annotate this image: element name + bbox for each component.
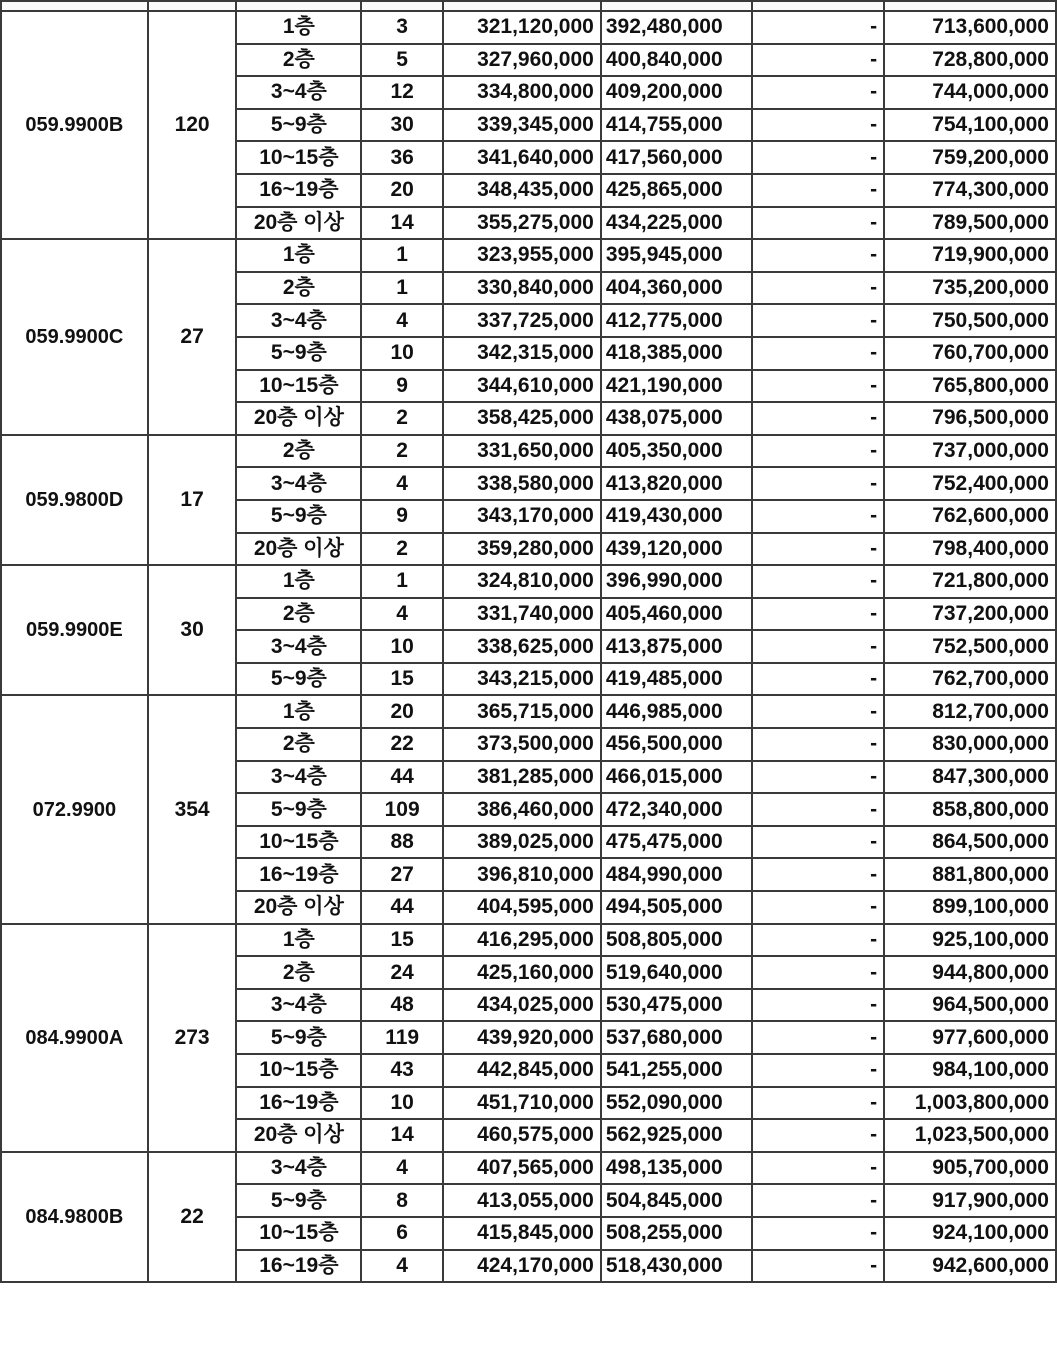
- table-row: [1, 1152, 1056, 1185]
- count-cell: 3: [361, 11, 443, 44]
- total-price-cell: 762,600,000: [884, 500, 1056, 533]
- table-row: [1, 11, 1056, 44]
- building-price-cell: 404,360,000: [601, 272, 752, 305]
- unit-total-cell: 354: [148, 695, 237, 923]
- floor-cell: 5~9층: [236, 793, 361, 826]
- vat-cell: -: [752, 76, 884, 109]
- total-price-cell: 774,300,000: [884, 174, 1056, 207]
- floor-cell: 5~9층: [236, 337, 361, 370]
- unit-type-cell: 059.9900E: [1, 565, 148, 695]
- building-price-cell: 409,200,000: [601, 76, 752, 109]
- vat-cell: -: [752, 793, 884, 826]
- table-row: [1, 435, 1056, 468]
- vat-cell: -: [752, 533, 884, 566]
- header-cell: [752, 1, 884, 11]
- land-price-cell: 334,800,000: [443, 76, 601, 109]
- total-price-cell: 750,500,000: [884, 304, 1056, 337]
- count-cell: 2: [361, 402, 443, 435]
- floor-cell: 1층: [236, 695, 361, 728]
- land-price-cell: 439,920,000: [443, 1021, 601, 1054]
- total-price-cell: 789,500,000: [884, 207, 1056, 240]
- floor-cell: 3~4층: [236, 630, 361, 663]
- total-price-cell: 864,500,000: [884, 826, 1056, 859]
- count-cell: 14: [361, 1119, 443, 1152]
- land-price-cell: 396,810,000: [443, 858, 601, 891]
- land-price-cell: 404,595,000: [443, 891, 601, 924]
- floor-cell: 3~4층: [236, 1152, 361, 1185]
- land-price-cell: 324,810,000: [443, 565, 601, 598]
- total-price-cell: 737,200,000: [884, 598, 1056, 631]
- vat-cell: -: [752, 109, 884, 142]
- building-price-cell: 498,135,000: [601, 1152, 752, 1185]
- header-cell: [236, 1, 361, 11]
- unit-type-cell: 059.9900C: [1, 239, 148, 435]
- unit-total-cell: 27: [148, 239, 237, 435]
- vat-cell: -: [752, 304, 884, 337]
- count-cell: 14: [361, 207, 443, 240]
- total-price-cell: 765,800,000: [884, 370, 1056, 403]
- count-cell: 4: [361, 1152, 443, 1185]
- count-cell: 27: [361, 858, 443, 891]
- land-price-cell: 416,295,000: [443, 924, 601, 957]
- unit-type-cell: 059.9800D: [1, 435, 148, 565]
- count-cell: 48: [361, 989, 443, 1022]
- building-price-cell: 395,945,000: [601, 239, 752, 272]
- count-cell: 10: [361, 337, 443, 370]
- vat-cell: -: [752, 467, 884, 500]
- count-cell: 44: [361, 761, 443, 794]
- count-cell: 2: [361, 533, 443, 566]
- land-price-cell: 330,840,000: [443, 272, 601, 305]
- building-price-cell: 552,090,000: [601, 1087, 752, 1120]
- vat-cell: -: [752, 826, 884, 859]
- table-row: [1, 924, 1056, 957]
- building-price-cell: 419,430,000: [601, 500, 752, 533]
- total-price-cell: 796,500,000: [884, 402, 1056, 435]
- land-price-cell: 358,425,000: [443, 402, 601, 435]
- floor-cell: 16~19층: [236, 1250, 361, 1283]
- building-price-cell: 434,225,000: [601, 207, 752, 240]
- floor-cell: 20층 이상: [236, 207, 361, 240]
- vat-cell: -: [752, 11, 884, 44]
- count-cell: 30: [361, 109, 443, 142]
- vat-cell: -: [752, 174, 884, 207]
- floor-cell: 10~15층: [236, 141, 361, 174]
- land-price-cell: 331,650,000: [443, 435, 601, 468]
- header-cell: [148, 1, 237, 11]
- table-row: [1, 695, 1056, 728]
- land-price-cell: 338,580,000: [443, 467, 601, 500]
- building-price-cell: 519,640,000: [601, 956, 752, 989]
- count-cell: 109: [361, 793, 443, 826]
- table-header-row-cropped: [1, 1, 1056, 11]
- count-cell: 4: [361, 598, 443, 631]
- total-price-cell: 719,900,000: [884, 239, 1056, 272]
- floor-cell: 10~15층: [236, 1054, 361, 1087]
- floor-cell: 10~15층: [236, 1217, 361, 1250]
- total-price-cell: 760,700,000: [884, 337, 1056, 370]
- floor-cell: 3~4층: [236, 76, 361, 109]
- unit-total-cell: 120: [148, 11, 237, 239]
- price-table-body: [1, 1, 1056, 1282]
- building-price-cell: 421,190,000: [601, 370, 752, 403]
- vat-cell: -: [752, 956, 884, 989]
- land-price-cell: 413,055,000: [443, 1184, 601, 1217]
- vat-cell: -: [752, 565, 884, 598]
- vat-cell: -: [752, 239, 884, 272]
- total-price-cell: 984,100,000: [884, 1054, 1056, 1087]
- floor-cell: 3~4층: [236, 761, 361, 794]
- total-price-cell: 744,000,000: [884, 76, 1056, 109]
- vat-cell: -: [752, 630, 884, 663]
- land-price-cell: 373,500,000: [443, 728, 601, 761]
- land-price-cell: 407,565,000: [443, 1152, 601, 1185]
- total-price-cell: 830,000,000: [884, 728, 1056, 761]
- vat-cell: -: [752, 337, 884, 370]
- unit-total-cell: 30: [148, 565, 237, 695]
- floor-cell: 1층: [236, 11, 361, 44]
- building-price-cell: 518,430,000: [601, 1250, 752, 1283]
- table-row: [1, 565, 1056, 598]
- building-price-cell: 412,775,000: [601, 304, 752, 337]
- total-price-cell: 721,800,000: [884, 565, 1056, 598]
- floor-cell: 16~19층: [236, 858, 361, 891]
- total-price-cell: 752,400,000: [884, 467, 1056, 500]
- building-price-cell: 508,805,000: [601, 924, 752, 957]
- vat-cell: -: [752, 370, 884, 403]
- count-cell: 9: [361, 500, 443, 533]
- vat-cell: -: [752, 924, 884, 957]
- total-price-cell: 752,500,000: [884, 630, 1056, 663]
- building-price-cell: 417,560,000: [601, 141, 752, 174]
- total-price-cell: 1,003,800,000: [884, 1087, 1056, 1120]
- floor-cell: 1층: [236, 239, 361, 272]
- total-price-cell: 881,800,000: [884, 858, 1056, 891]
- land-price-cell: 337,725,000: [443, 304, 601, 337]
- floor-cell: 10~15층: [236, 826, 361, 859]
- floor-cell: 5~9층: [236, 109, 361, 142]
- count-cell: 9: [361, 370, 443, 403]
- building-price-cell: 466,015,000: [601, 761, 752, 794]
- count-cell: 15: [361, 924, 443, 957]
- floor-cell: 5~9층: [236, 1184, 361, 1217]
- vat-cell: -: [752, 1184, 884, 1217]
- building-price-cell: 504,845,000: [601, 1184, 752, 1217]
- building-price-cell: 405,460,000: [601, 598, 752, 631]
- header-cell: [884, 1, 1056, 11]
- floor-cell: 2층: [236, 272, 361, 305]
- count-cell: 10: [361, 630, 443, 663]
- total-price-cell: 924,100,000: [884, 1217, 1056, 1250]
- building-price-cell: 562,925,000: [601, 1119, 752, 1152]
- vat-cell: -: [752, 44, 884, 77]
- vat-cell: -: [752, 761, 884, 794]
- total-price-cell: 858,800,000: [884, 793, 1056, 826]
- building-price-cell: 472,340,000: [601, 793, 752, 826]
- total-price-cell: 762,700,000: [884, 663, 1056, 696]
- vat-cell: -: [752, 272, 884, 305]
- count-cell: 4: [361, 1250, 443, 1283]
- building-price-cell: 541,255,000: [601, 1054, 752, 1087]
- vat-cell: -: [752, 1250, 884, 1283]
- count-cell: 22: [361, 728, 443, 761]
- header-cell: [1, 1, 148, 11]
- building-price-cell: 508,255,000: [601, 1217, 752, 1250]
- building-price-cell: 425,865,000: [601, 174, 752, 207]
- building-price-cell: 446,985,000: [601, 695, 752, 728]
- total-price-cell: 713,600,000: [884, 11, 1056, 44]
- floor-cell: 5~9층: [236, 663, 361, 696]
- count-cell: 119: [361, 1021, 443, 1054]
- building-price-cell: 530,475,000: [601, 989, 752, 1022]
- floor-cell: 1층: [236, 565, 361, 598]
- land-price-cell: 342,315,000: [443, 337, 601, 370]
- unit-total-cell: 22: [148, 1152, 237, 1282]
- vat-cell: -: [752, 207, 884, 240]
- land-price-cell: 381,285,000: [443, 761, 601, 794]
- count-cell: 6: [361, 1217, 443, 1250]
- unit-total-cell: 273: [148, 924, 237, 1152]
- total-price-cell: 925,100,000: [884, 924, 1056, 957]
- land-price-cell: 355,275,000: [443, 207, 601, 240]
- land-price-cell: 321,120,000: [443, 11, 601, 44]
- total-price-cell: 812,700,000: [884, 695, 1056, 728]
- floor-cell: 3~4층: [236, 304, 361, 337]
- count-cell: 20: [361, 695, 443, 728]
- floor-cell: 20층 이상: [236, 533, 361, 566]
- count-cell: 20: [361, 174, 443, 207]
- land-price-cell: 365,715,000: [443, 695, 601, 728]
- land-price-cell: 343,170,000: [443, 500, 601, 533]
- total-price-cell: 735,200,000: [884, 272, 1056, 305]
- total-price-cell: 899,100,000: [884, 891, 1056, 924]
- floor-cell: 3~4층: [236, 467, 361, 500]
- floor-cell: 16~19층: [236, 174, 361, 207]
- total-price-cell: 944,800,000: [884, 956, 1056, 989]
- count-cell: 15: [361, 663, 443, 696]
- count-cell: 4: [361, 304, 443, 337]
- unit-type-cell: 084.9900A: [1, 924, 148, 1152]
- land-price-cell: 415,845,000: [443, 1217, 601, 1250]
- total-price-cell: 977,600,000: [884, 1021, 1056, 1054]
- total-price-cell: 964,500,000: [884, 989, 1056, 1022]
- floor-cell: 5~9층: [236, 500, 361, 533]
- count-cell: 1: [361, 239, 443, 272]
- total-price-cell: 905,700,000: [884, 1152, 1056, 1185]
- land-price-cell: 339,345,000: [443, 109, 601, 142]
- land-price-cell: 359,280,000: [443, 533, 601, 566]
- vat-cell: -: [752, 1119, 884, 1152]
- vat-cell: -: [752, 663, 884, 696]
- count-cell: 88: [361, 826, 443, 859]
- land-price-cell: 338,625,000: [443, 630, 601, 663]
- vat-cell: -: [752, 1054, 884, 1087]
- total-price-cell: 754,100,000: [884, 109, 1056, 142]
- floor-cell: 2층: [236, 435, 361, 468]
- count-cell: 8: [361, 1184, 443, 1217]
- total-price-cell: 737,000,000: [884, 435, 1056, 468]
- building-price-cell: 439,120,000: [601, 533, 752, 566]
- building-price-cell: 400,840,000: [601, 44, 752, 77]
- vat-cell: -: [752, 728, 884, 761]
- floor-cell: 20층 이상: [236, 1119, 361, 1152]
- building-price-cell: 418,385,000: [601, 337, 752, 370]
- vat-cell: -: [752, 695, 884, 728]
- total-price-cell: 728,800,000: [884, 44, 1056, 77]
- building-price-cell: 413,875,000: [601, 630, 752, 663]
- vat-cell: -: [752, 1152, 884, 1185]
- floor-cell: 2층: [236, 728, 361, 761]
- header-cell: [443, 1, 601, 11]
- count-cell: 43: [361, 1054, 443, 1087]
- floor-cell: 2층: [236, 44, 361, 77]
- vat-cell: -: [752, 500, 884, 533]
- building-price-cell: 413,820,000: [601, 467, 752, 500]
- land-price-cell: 425,160,000: [443, 956, 601, 989]
- vat-cell: -: [752, 598, 884, 631]
- land-price-cell: 389,025,000: [443, 826, 601, 859]
- table-row: [1, 239, 1056, 272]
- total-price-cell: 759,200,000: [884, 141, 1056, 174]
- vat-cell: -: [752, 1217, 884, 1250]
- building-price-cell: 537,680,000: [601, 1021, 752, 1054]
- land-price-cell: 341,640,000: [443, 141, 601, 174]
- count-cell: 36: [361, 141, 443, 174]
- count-cell: 5: [361, 44, 443, 77]
- building-price-cell: 456,500,000: [601, 728, 752, 761]
- vat-cell: -: [752, 1087, 884, 1120]
- land-price-cell: 442,845,000: [443, 1054, 601, 1087]
- land-price-cell: 348,435,000: [443, 174, 601, 207]
- building-price-cell: 414,755,000: [601, 109, 752, 142]
- building-price-cell: 392,480,000: [601, 11, 752, 44]
- land-price-cell: 344,610,000: [443, 370, 601, 403]
- vat-cell: -: [752, 891, 884, 924]
- floor-cell: 3~4층: [236, 989, 361, 1022]
- vat-cell: -: [752, 141, 884, 174]
- floor-cell: 2층: [236, 598, 361, 631]
- floor-cell: 16~19층: [236, 1087, 361, 1120]
- land-price-cell: 386,460,000: [443, 793, 601, 826]
- floor-cell: 10~15층: [236, 370, 361, 403]
- count-cell: 44: [361, 891, 443, 924]
- total-price-cell: 847,300,000: [884, 761, 1056, 794]
- count-cell: 24: [361, 956, 443, 989]
- count-cell: 1: [361, 565, 443, 598]
- building-price-cell: 484,990,000: [601, 858, 752, 891]
- building-price-cell: 419,485,000: [601, 663, 752, 696]
- floor-cell: 20층 이상: [236, 402, 361, 435]
- count-cell: 10: [361, 1087, 443, 1120]
- total-price-cell: 917,900,000: [884, 1184, 1056, 1217]
- vat-cell: -: [752, 858, 884, 891]
- vat-cell: -: [752, 402, 884, 435]
- unit-type-cell: 072.9900: [1, 695, 148, 923]
- total-price-cell: 1,023,500,000: [884, 1119, 1056, 1152]
- total-price-cell: 798,400,000: [884, 533, 1056, 566]
- land-price-cell: 331,740,000: [443, 598, 601, 631]
- count-cell: 1: [361, 272, 443, 305]
- floor-cell: 5~9층: [236, 1021, 361, 1054]
- building-price-cell: 475,475,000: [601, 826, 752, 859]
- land-price-cell: 434,025,000: [443, 989, 601, 1022]
- building-price-cell: 494,505,000: [601, 891, 752, 924]
- header-cell: [361, 1, 443, 11]
- unit-total-cell: 17: [148, 435, 237, 565]
- vat-cell: -: [752, 1021, 884, 1054]
- floor-cell: 20층 이상: [236, 891, 361, 924]
- vat-cell: -: [752, 989, 884, 1022]
- land-price-cell: 451,710,000: [443, 1087, 601, 1120]
- count-cell: 2: [361, 435, 443, 468]
- header-cell: [601, 1, 752, 11]
- count-cell: 4: [361, 467, 443, 500]
- land-price-cell: 343,215,000: [443, 663, 601, 696]
- unit-type-cell: 059.9900B: [1, 11, 148, 239]
- total-price-cell: 942,600,000: [884, 1250, 1056, 1283]
- count-cell: 12: [361, 76, 443, 109]
- land-price-cell: 460,575,000: [443, 1119, 601, 1152]
- building-price-cell: 405,350,000: [601, 435, 752, 468]
- land-price-cell: 327,960,000: [443, 44, 601, 77]
- unit-type-cell: 084.9800B: [1, 1152, 148, 1282]
- land-price-cell: 323,955,000: [443, 239, 601, 272]
- building-price-cell: 396,990,000: [601, 565, 752, 598]
- floor-cell: 1층: [236, 924, 361, 957]
- vat-cell: -: [752, 435, 884, 468]
- floor-cell: 2층: [236, 956, 361, 989]
- building-price-cell: 438,075,000: [601, 402, 752, 435]
- land-price-cell: 424,170,000: [443, 1250, 601, 1283]
